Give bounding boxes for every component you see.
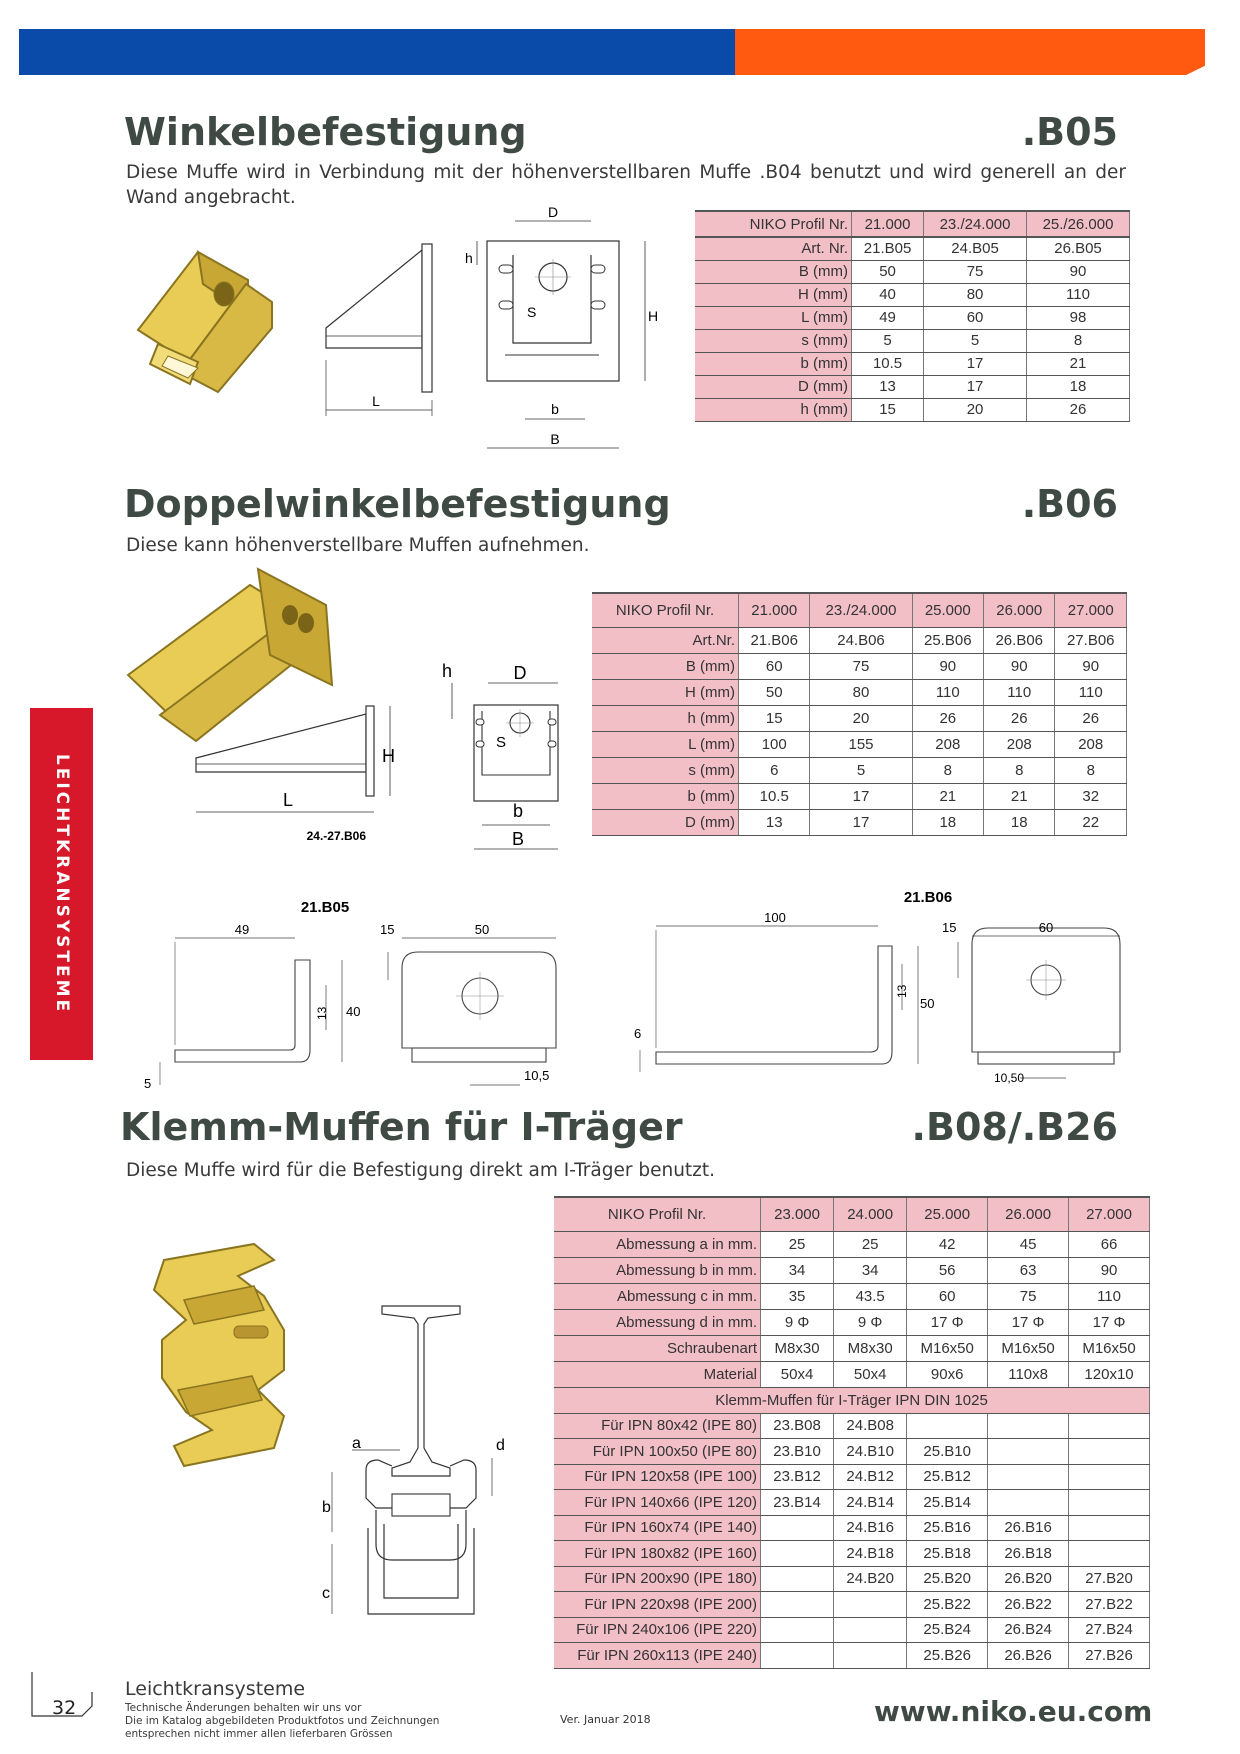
table-header-cell: 23./24.000 [924, 211, 1027, 237]
cell [988, 1464, 1069, 1490]
table-row [554, 1541, 1150, 1567]
cell: 10.5 [739, 783, 810, 809]
cell: 43.5 [834, 1283, 907, 1309]
b06-dim-H: H [382, 746, 395, 766]
table-row [592, 809, 1127, 835]
cell: 17 [810, 809, 912, 835]
cell: 26.B16 [988, 1515, 1069, 1541]
table-header-cell: 27.000 [1055, 593, 1127, 627]
website-link[interactable]: www.niko.eu.com [874, 1695, 1153, 1728]
cell: 25.B16 [907, 1515, 988, 1541]
b08-description: Diese Muffe wird für die Befestigung direkt am I-Träger benutzt. [126, 1160, 716, 1181]
b06-dim-L: L [282, 790, 294, 810]
cell [761, 1566, 834, 1592]
footer-note-1: Technische Änderungen behalten wir uns vor [125, 1702, 362, 1714]
cell [761, 1643, 834, 1669]
b08-spec-table [554, 1196, 1150, 1669]
cell: 34 [761, 1257, 834, 1283]
cell: 8 [912, 757, 983, 783]
footer-note-2: Die im Katalog abgebildeten Produktfotos und Zeichnungen [125, 1715, 440, 1727]
b05-side-drawing [318, 240, 438, 420]
cell: 25.B20 [907, 1566, 988, 1592]
table-row [554, 1283, 1150, 1309]
row-label: Für IPN 160x74 (IPE 140) [554, 1515, 761, 1541]
table-header-cell: 26.000 [988, 1197, 1069, 1231]
cell: 26.B18 [988, 1541, 1069, 1567]
cell: 80 [924, 283, 1027, 306]
row-label: h (mm) [695, 398, 852, 421]
row-label: L (mm) [695, 306, 852, 329]
cell: 75 [810, 653, 912, 679]
row-label: Für IPN 200x90 (IPE 180) [554, 1566, 761, 1592]
cell: 17 Φ [988, 1309, 1069, 1335]
table-row [592, 705, 1127, 731]
b06-dim-B: B [511, 829, 525, 849]
cell [988, 1490, 1069, 1516]
cell: 26.B22 [988, 1592, 1069, 1618]
row-label: Abmessung d in mm. [554, 1309, 761, 1335]
cell: 27.B22 [1069, 1592, 1150, 1618]
cell: 110 [1027, 283, 1130, 306]
row-label: L (mm) [592, 731, 739, 757]
b05-spec-table [695, 210, 1130, 422]
b08-table-subheader: Klemm-Muffen für I-Träger IPN DIN 1025 [554, 1387, 1150, 1413]
b06-spec-table [592, 592, 1127, 836]
dim-40: 40 [346, 1004, 361, 1019]
row-label: B (mm) [695, 260, 852, 283]
b06-front-drawing [432, 655, 572, 855]
table-row [592, 731, 1127, 757]
cell: 35 [761, 1283, 834, 1309]
cell: 98 [1027, 306, 1130, 329]
cell: 17 Φ [1069, 1309, 1150, 1335]
cell: 23.B12 [761, 1464, 834, 1490]
cell: 26 [984, 705, 1055, 731]
cell: 13 [852, 375, 924, 398]
b05-code: .B05 [1021, 110, 1118, 154]
header-bar-blue [19, 29, 735, 75]
b05-dim-B: B [550, 431, 560, 447]
table-header-cell: 25.000 [907, 1197, 988, 1231]
cell: 24.B10 [834, 1439, 907, 1465]
cell: 27.B24 [1069, 1617, 1150, 1643]
cell: 26 [912, 705, 983, 731]
cell: 27.B20 [1069, 1566, 1150, 1592]
row-label: H (mm) [592, 679, 739, 705]
table-row [554, 1490, 1150, 1516]
cell: 42 [907, 1231, 988, 1257]
b08-dim-a: a [352, 1435, 361, 1452]
cell: M16x50 [1069, 1335, 1150, 1361]
table-row [695, 306, 1130, 329]
b06-dim-h: h [442, 661, 453, 681]
table-row [695, 283, 1130, 306]
cell: 17 [810, 783, 912, 809]
row-label: Abmessung a in mm. [554, 1231, 761, 1257]
cell: 50 [739, 679, 810, 705]
cell: 110 [1055, 679, 1127, 705]
dim-5: 5 [144, 1076, 152, 1091]
b05-front-drawing [455, 205, 665, 455]
b05-dim-h: h [465, 250, 473, 266]
cell: 34 [834, 1257, 907, 1283]
footer-note-3: entsprechen nicht immer allen lieferbaren Grössen [125, 1728, 393, 1740]
table-row [592, 653, 1127, 679]
cell: 110 [912, 679, 983, 705]
row-label: Für IPN 260x113 (IPE 240) [554, 1643, 761, 1669]
b05-dim-H: H [648, 308, 659, 324]
cell [907, 1413, 988, 1439]
cell: 18 [912, 809, 983, 835]
dim-6: 6 [634, 1026, 642, 1041]
dim-b06-50: 50 [920, 996, 935, 1011]
cell: 18 [1027, 375, 1130, 398]
cell: 25 [834, 1231, 907, 1257]
dim-10-50: 10,50 [994, 1071, 1025, 1085]
b05-product-image [128, 244, 276, 400]
cell: 8 [1055, 757, 1127, 783]
header-bar-orange [735, 29, 1205, 75]
cell: 80 [810, 679, 912, 705]
b05-description: Diese Muffe wird in Verbindung mit der höhenverstellbaren Muffe .B04 benutzt und wird generell an der Wand angebracht. [126, 162, 1126, 208]
b08-ibeam-drawing [316, 1298, 526, 1634]
row-label: D (mm) [695, 375, 852, 398]
table-row [554, 1617, 1150, 1643]
version-label: Ver. Januar 2018 [560, 1713, 651, 1726]
row-label: Abmessung b in mm. [554, 1257, 761, 1283]
row-label: Material [554, 1361, 761, 1387]
dim-10-5: 10,5 [524, 1068, 550, 1083]
cell: 66 [1069, 1231, 1150, 1257]
cell: 110 [984, 679, 1055, 705]
cell: 90 [1069, 1257, 1150, 1283]
table-header-cell: 25./26.000 [1027, 211, 1130, 237]
cell: 23.B14 [761, 1490, 834, 1516]
cell: 90 [1027, 260, 1130, 283]
cell: 60 [924, 306, 1027, 329]
cell: 60 [907, 1283, 988, 1309]
cell: 8 [1027, 329, 1130, 352]
cell: 208 [984, 731, 1055, 757]
row-label: Für IPN 220x98 (IPE 200) [554, 1592, 761, 1618]
row-label: D (mm) [592, 809, 739, 835]
table-row [554, 1361, 1150, 1387]
cell: 25.B26 [907, 1643, 988, 1669]
table-header-cell: NIKO Profil Nr. [554, 1197, 761, 1231]
cell: 5 [810, 757, 912, 783]
cell: 26.B24 [988, 1617, 1069, 1643]
row-label: Art.Nr. [592, 627, 739, 653]
dim-15: 15 [380, 922, 395, 937]
cell: 110 [1069, 1283, 1150, 1309]
table-header-cell: 26.000 [984, 593, 1055, 627]
row-label: s (mm) [695, 329, 852, 352]
cell [761, 1515, 834, 1541]
row-label: B (mm) [592, 653, 739, 679]
cell: 120x10 [1069, 1361, 1150, 1387]
cell: 24.B05 [924, 237, 1027, 260]
dim-13: 13 [315, 1006, 329, 1020]
b05-dim-s: S [527, 304, 537, 320]
cell: 40 [852, 283, 924, 306]
table-row [592, 757, 1127, 783]
table-header-cell: 23.000 [761, 1197, 834, 1231]
cell: 27.B06 [1055, 627, 1127, 653]
sidebar-section-tab [30, 708, 93, 1060]
page-number: 32 [52, 1697, 77, 1719]
cell: 18 [984, 809, 1055, 835]
cell: 24.B18 [834, 1541, 907, 1567]
cell: 24.B08 [834, 1413, 907, 1439]
b06-dim-b: b [512, 801, 524, 821]
table-row [592, 679, 1127, 705]
row-label: Abmessung c in mm. [554, 1283, 761, 1309]
row-label: Für IPN 180x82 (IPE 160) [554, 1541, 761, 1567]
b08-code: .B08/.B26 [911, 1105, 1118, 1149]
table-row [554, 1643, 1150, 1669]
cell: 17 Φ [907, 1309, 988, 1335]
table-row [554, 1257, 1150, 1283]
cell: M16x50 [988, 1335, 1069, 1361]
cell: 25 [761, 1231, 834, 1257]
table-row [554, 1464, 1150, 1490]
cell: 8 [984, 757, 1055, 783]
cell [761, 1592, 834, 1618]
b05-dim-b: b [551, 401, 559, 417]
cell: 49 [852, 306, 924, 329]
cell: 15 [852, 398, 924, 421]
cell: 100 [739, 731, 810, 757]
cell: 10.5 [852, 352, 924, 375]
cell [1069, 1515, 1150, 1541]
cell: 63 [988, 1257, 1069, 1283]
table-row [695, 260, 1130, 283]
drawing-21b05-title: 21.B05 [300, 899, 350, 916]
cell: 21.B06 [739, 627, 810, 653]
table-row [554, 1592, 1150, 1618]
row-label: Schraubenart [554, 1335, 761, 1361]
cell [1069, 1541, 1150, 1567]
table-header-cell: 23./24.000 [810, 593, 912, 627]
dim-50: 50 [474, 922, 490, 937]
cell [1069, 1439, 1150, 1465]
cell: 32 [1055, 783, 1127, 809]
cell: 21 [984, 783, 1055, 809]
table-row [554, 1439, 1150, 1465]
table-row [554, 1309, 1150, 1335]
b06-dim-s: S [496, 734, 507, 751]
table-row [554, 1231, 1150, 1257]
dim-100: 100 [764, 910, 786, 925]
cell: 208 [912, 731, 983, 757]
cell: 26.B26 [988, 1643, 1069, 1669]
table-header-cell: 25.000 [912, 593, 983, 627]
b06-code: .B06 [1021, 482, 1118, 526]
table-row [554, 1413, 1150, 1439]
cell: 50 [852, 260, 924, 283]
cell: 90x6 [907, 1361, 988, 1387]
b08-dim-b: b [322, 1499, 331, 1516]
table-header-cell: NIKO Profil Nr. [695, 211, 852, 237]
row-label: Für IPN 100x50 (IPE 80) [554, 1439, 761, 1465]
cell: 45 [988, 1231, 1069, 1257]
cell: 9 Φ [761, 1309, 834, 1335]
footer-brand: Leichtkransysteme [125, 1678, 306, 1700]
b06-description: Diese kann höhenverstellbare Muffen aufnehmen. [126, 535, 590, 556]
cell: 13 [739, 809, 810, 835]
cell: 155 [810, 731, 912, 757]
cell: 24.B16 [834, 1515, 907, 1541]
cell: 208 [1055, 731, 1127, 757]
cell: 90 [912, 653, 983, 679]
table-header-cell: 24.000 [834, 1197, 907, 1231]
cell: M8x30 [834, 1335, 907, 1361]
table-row [695, 329, 1130, 352]
cell [834, 1643, 907, 1669]
cell: 60 [739, 653, 810, 679]
cell: 26 [1055, 705, 1127, 731]
b06-caption: 24.-27.B06 [306, 829, 366, 843]
drawing-21b05 [130, 890, 580, 1100]
row-label: Art. Nr. [695, 237, 852, 260]
b05-dim-L: L [372, 393, 380, 409]
b06-title: Doppelwinkelbefestigung [124, 482, 671, 526]
cell: 25.B18 [907, 1541, 988, 1567]
cell: 75 [924, 260, 1027, 283]
dim-b06-13: 13 [895, 984, 909, 998]
cell: 25.B22 [907, 1592, 988, 1618]
cell: 25.B10 [907, 1439, 988, 1465]
b08-dim-d: d [496, 1437, 505, 1454]
table-header-cell: 21.000 [852, 211, 924, 237]
drawing-21b06 [620, 880, 1140, 1100]
row-label: b (mm) [592, 783, 739, 809]
table-row [695, 398, 1130, 421]
row-label: Für IPN 240x106 (IPE 220) [554, 1617, 761, 1643]
cell: 17 [924, 352, 1027, 375]
b05-dim-D: D [547, 205, 559, 220]
table-header-cell: 21.000 [739, 593, 810, 627]
cell: 20 [924, 398, 1027, 421]
cell: 90 [984, 653, 1055, 679]
b05-table-body [695, 237, 1130, 421]
cell: 50x4 [834, 1361, 907, 1387]
cell [834, 1617, 907, 1643]
cell: 27.B26 [1069, 1643, 1150, 1669]
cell: 25.B24 [907, 1617, 988, 1643]
cell: 90 [1055, 653, 1127, 679]
cell: 22 [1055, 809, 1127, 835]
dim-49: 49 [234, 922, 250, 937]
cell: 21.B05 [852, 237, 924, 260]
cell: 21 [912, 783, 983, 809]
cell: 17 [924, 375, 1027, 398]
cell: 21 [1027, 352, 1130, 375]
table-row [554, 1335, 1150, 1361]
table-row [695, 352, 1130, 375]
table-row [695, 375, 1130, 398]
row-label: h (mm) [592, 705, 739, 731]
cell [1069, 1413, 1150, 1439]
b06-dim-D: D [513, 663, 527, 683]
row-label: Für IPN 120x58 (IPE 100) [554, 1464, 761, 1490]
cell: 25.B06 [912, 627, 983, 653]
cell [761, 1541, 834, 1567]
cell [1069, 1490, 1150, 1516]
cell: 6 [739, 757, 810, 783]
table-row [554, 1566, 1150, 1592]
cell [988, 1413, 1069, 1439]
cell: 110x8 [988, 1361, 1069, 1387]
table-row [592, 627, 1127, 653]
cell: 26.B05 [1027, 237, 1130, 260]
b08-product-image [134, 1240, 298, 1470]
row-label: s (mm) [592, 757, 739, 783]
cell: 20 [810, 705, 912, 731]
dim-b06-15: 15 [942, 920, 957, 935]
cell: 26.B06 [984, 627, 1055, 653]
cell: 26 [1027, 398, 1130, 421]
cell: 23.B10 [761, 1439, 834, 1465]
row-label: b (mm) [695, 352, 852, 375]
b05-title: Winkelbefestigung [124, 110, 527, 154]
cell: 25.B14 [907, 1490, 988, 1516]
cell: 75 [988, 1283, 1069, 1309]
cell: M16x50 [907, 1335, 988, 1361]
cell: 50x4 [761, 1361, 834, 1387]
b06-side-drawing [190, 700, 410, 850]
cell: 26.B20 [988, 1566, 1069, 1592]
cell: 9 Φ [834, 1309, 907, 1335]
dim-60: 60 [1038, 920, 1054, 935]
cell: 25.B12 [907, 1464, 988, 1490]
cell [834, 1592, 907, 1618]
drawing-21b06-title: 21.B06 [903, 889, 953, 906]
cell: 24.B20 [834, 1566, 907, 1592]
cell: 56 [907, 1257, 988, 1283]
table-row [695, 237, 1130, 260]
b08-title: Klemm-Muffen für I-Träger [120, 1105, 683, 1149]
cell: 24.B12 [834, 1464, 907, 1490]
cell [761, 1617, 834, 1643]
b08-dim-c: c [322, 1585, 330, 1602]
table-row [592, 783, 1127, 809]
table-row [554, 1515, 1150, 1541]
cell: 15 [739, 705, 810, 731]
table-header-cell: NIKO Profil Nr. [592, 593, 739, 627]
row-label: Für IPN 80x42 (IPE 80) [554, 1413, 761, 1439]
cell: 23.B08 [761, 1413, 834, 1439]
cell: 24.B06 [810, 627, 912, 653]
row-label: Für IPN 140x66 (IPE 120) [554, 1490, 761, 1516]
table-header-cell: 27.000 [1069, 1197, 1150, 1231]
cell: 24.B14 [834, 1490, 907, 1516]
cell [1069, 1464, 1150, 1490]
row-label: H (mm) [695, 283, 852, 306]
cell: M8x30 [761, 1335, 834, 1361]
cell [988, 1439, 1069, 1465]
sidebar-label: LEICHTKRANSYSTEME [51, 753, 72, 1015]
cell: 5 [924, 329, 1027, 352]
cell: 5 [852, 329, 924, 352]
